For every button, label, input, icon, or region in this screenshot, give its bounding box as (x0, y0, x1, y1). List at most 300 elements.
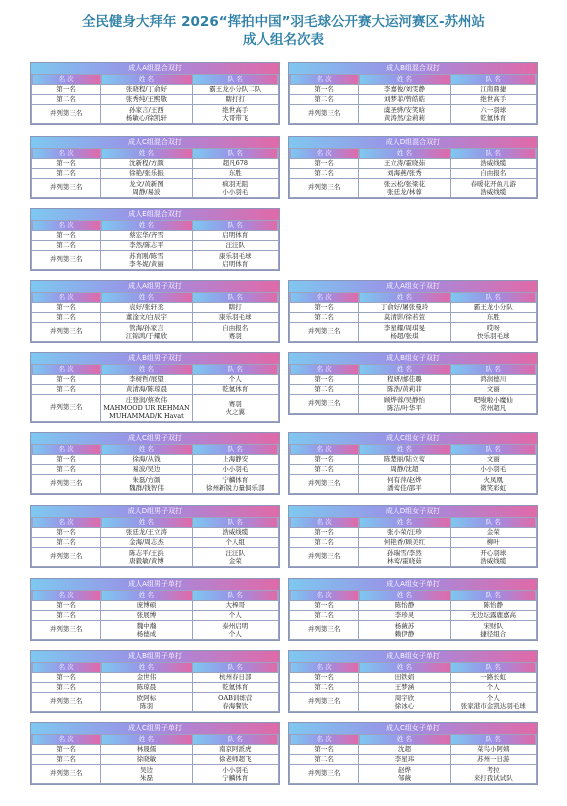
results-table (30, 650, 280, 713)
header-rank: 名 次 (290, 365, 359, 375)
player-name: MUHAMMAD/K Havat (109, 412, 184, 420)
rank-cell: 第一名 (290, 673, 359, 683)
team-names-cell (450, 323, 536, 342)
rank-cell: 第一名 (32, 303, 101, 313)
player-name: 陈浩/黄莉菲 (387, 384, 422, 393)
table-row (290, 385, 537, 395)
player-names-cell (101, 303, 192, 313)
team-name: 开心羽球 (480, 549, 507, 557)
page-subtitle: 成人组名次表 (243, 32, 324, 48)
results-table (30, 432, 280, 495)
table-row (32, 621, 279, 640)
team-names-cell (450, 159, 536, 169)
team-names-cell (192, 395, 278, 422)
table-title: 成人B组男子双打 (31, 353, 279, 364)
table-row (290, 455, 537, 465)
header-name: 姓 名 (101, 445, 192, 455)
player-name: 林莺/霍晓茹 (387, 557, 422, 565)
player-names-cell (101, 621, 192, 640)
results-table (30, 208, 280, 271)
player-name: 李星玮 (394, 754, 415, 763)
team-names-cell (450, 601, 536, 611)
table-header (32, 445, 279, 455)
team-name: 火凤凰 (483, 476, 504, 484)
rank-cell: 第二名 (32, 385, 101, 395)
team-names-cell (450, 179, 536, 198)
header-team: 队 名 (450, 75, 536, 85)
header-name: 姓 名 (101, 149, 192, 159)
player-names-cell (101, 169, 192, 179)
player-names-cell (359, 313, 450, 323)
team-name: 文丽 (486, 454, 500, 463)
player-names-cell (359, 611, 450, 621)
rank-cell: 第一名 (290, 303, 359, 313)
rank-cell: 第一名 (32, 455, 101, 465)
team-names-cell (192, 755, 278, 765)
table-title: 成人C组混合双打 (31, 137, 279, 148)
header-rank: 名 次 (32, 591, 101, 601)
team-names-cell (450, 303, 536, 313)
table-row (290, 375, 537, 385)
table-title: 成人A组女子单打 (289, 579, 537, 590)
player-names-cell (359, 395, 450, 414)
player-name: 徐海/从钱 (132, 454, 161, 463)
player-name: 黄清海/陈琼晨 (125, 384, 168, 393)
team-name: 陈怡静 (483, 600, 504, 609)
rank-cell: 第二名 (290, 95, 359, 105)
player-name: 周宇欣 (394, 694, 415, 702)
table-row (290, 169, 537, 179)
team-names-cell (450, 621, 536, 640)
player-names-cell (359, 765, 450, 784)
player-names-cell (101, 601, 192, 611)
player-name: 庄登润/蔡欢伟 (125, 396, 168, 404)
team-name: 金荣 (228, 557, 242, 565)
player-name: 张展博 (136, 610, 157, 619)
table-row (32, 673, 279, 683)
rank-cell: 并列第三名 (290, 105, 359, 124)
team-name: 乾氦体育 (222, 682, 249, 691)
player-name: 潘莺佳/邵平 (387, 484, 422, 492)
table-title: 成人D组女子双打 (289, 506, 537, 517)
header-rank: 名 次 (32, 365, 101, 375)
team-name: 南京阿派虎 (219, 744, 252, 753)
team-name: 个人 (228, 630, 242, 638)
team-names-cell (450, 538, 536, 548)
results-table (30, 505, 280, 568)
header-team: 队 名 (450, 591, 536, 601)
table-row (32, 465, 279, 475)
table-row (290, 95, 537, 105)
header-name: 姓 名 (101, 591, 192, 601)
player-name: 易波/吴边 (132, 464, 161, 473)
team-names-cell (450, 755, 536, 765)
player-name: 沈新程/方颜 (129, 158, 164, 167)
rank-cell: 第二名 (32, 538, 101, 548)
player-name: 刘梦菲/曾皓皓 (383, 94, 426, 103)
rank-cell: 第二名 (290, 465, 359, 475)
player-name: 张廷龙/王立涛 (125, 527, 168, 536)
table-title: 成人B组男子单打 (31, 651, 279, 662)
rank-cell: 第一名 (290, 528, 359, 538)
table-row (290, 395, 537, 414)
player-names-cell (359, 601, 450, 611)
header-name: 姓 名 (101, 518, 192, 528)
team-name: 汪汪队 (225, 549, 246, 557)
rank-cell: 并列第三名 (32, 548, 101, 567)
header-name: 姓 名 (359, 591, 450, 601)
header-team: 队 名 (192, 518, 278, 528)
team-name: 春海餐饮 (222, 702, 249, 710)
team-names-cell (450, 475, 536, 494)
rank-cell: 并列第三名 (32, 105, 101, 124)
team-name: 宋财队 (483, 622, 504, 630)
header-rank: 名 次 (32, 518, 101, 528)
team-name: 捷径组合 (480, 630, 507, 638)
team-name: 徐州新锐力量俱乐部 (206, 484, 265, 492)
table-header (290, 663, 537, 673)
rank-cell: 并列第三名 (290, 765, 359, 784)
player-name: 陈怡静 (394, 600, 415, 609)
team-name: 小小羽毛 (222, 766, 249, 774)
rank-cell: 并列第三名 (290, 475, 359, 494)
player-names-cell (359, 323, 450, 342)
team-name: 绝世高手 (222, 106, 249, 114)
rank-cell: 第一名 (290, 455, 359, 465)
table-row (290, 548, 537, 567)
team-name: 疯羽无阻 (222, 180, 249, 188)
header-rank: 名 次 (290, 293, 359, 303)
team-name: 赛羽 (228, 400, 242, 408)
table-header (290, 518, 537, 528)
player-name: 唐毅敏/黄博 (129, 557, 164, 565)
player-name: 魏中瀚 (136, 622, 157, 630)
player-name: 何艳香/顾美红 (383, 537, 426, 546)
player-name: 江锦鸿/于耀欣 (125, 332, 168, 340)
team-name: 常州超凡 (480, 404, 507, 412)
player-names-cell (359, 179, 450, 198)
team-names-cell (450, 765, 536, 784)
player-name: 孙家言/王西 (129, 106, 164, 114)
team-name: 泰州启明 (222, 622, 249, 630)
table-row (290, 745, 537, 755)
table-row (290, 105, 537, 124)
player-name: 陈琼晨 (136, 682, 157, 691)
team-name: 徐老师超飞 (219, 754, 252, 763)
player-names-cell (101, 241, 192, 251)
team-names-cell (450, 465, 536, 475)
team-names-cell (192, 683, 278, 693)
header-name: 姓 名 (101, 663, 192, 673)
rank-cell: 第二名 (290, 313, 359, 323)
results-table (288, 280, 538, 343)
team-names-cell (450, 693, 536, 712)
team-names-cell (192, 765, 278, 784)
team-names-cell (192, 465, 278, 475)
player-names-cell (101, 693, 192, 712)
team-name: 个人 (228, 610, 242, 619)
table-row (290, 538, 537, 548)
team-name: 微笑彩虹 (480, 484, 507, 492)
table-row (32, 85, 279, 95)
player-name: 杨超/张琪 (390, 332, 419, 340)
table-row (32, 313, 279, 323)
table-header (290, 293, 537, 303)
table-row (32, 303, 279, 313)
player-name: 杨敏心/徐凯轩 (125, 114, 168, 122)
rank-cell: 第二名 (290, 755, 359, 765)
team-name: 鸿润德川 (480, 374, 507, 383)
header-rank: 名 次 (32, 149, 101, 159)
table-title: 成人C组女子双打 (289, 433, 537, 444)
table-row (32, 765, 279, 784)
page-title: 全民健身大拜年 2026“挥拍中国”羽毛球公开赛大运河赛区-苏州站 (81, 14, 486, 30)
player-names-cell (359, 621, 450, 640)
team-name: 大棒哥 (225, 600, 246, 609)
player-name: 刘海燕/张秀 (387, 168, 422, 177)
player-name: 孙瑞雪/李然 (387, 549, 422, 557)
team-names-cell (192, 621, 278, 640)
header-team: 队 名 (450, 663, 536, 673)
table-header (32, 591, 279, 601)
team-name: 霸王龙小分队二队 (209, 84, 262, 93)
team-name: 江南鼎捷 (480, 84, 507, 93)
team-names-cell (450, 683, 536, 693)
results-table (288, 578, 538, 641)
player-name: 林晟儒 (136, 744, 157, 753)
player-name: 吴边 (139, 766, 153, 774)
player-name: 李嘉俊/刘雯静 (383, 84, 426, 93)
team-names-cell (192, 673, 278, 683)
header-rank: 名 次 (290, 75, 359, 85)
header-rank: 名 次 (32, 445, 101, 455)
header-rank: 名 次 (32, 221, 101, 231)
header-team: 队 名 (192, 365, 278, 375)
team-name: 康乐羽毛球 (219, 312, 252, 321)
table-title: 成人A组混合双打 (31, 63, 279, 74)
team-names-cell (192, 303, 278, 313)
player-name: 莫清影/徐若萱 (383, 312, 426, 321)
player-name: 沈超 (397, 744, 411, 753)
team-names-cell (192, 85, 278, 95)
player-names-cell (101, 673, 192, 683)
player-name: 虞圣骅/安笑晗 (383, 106, 426, 114)
team-name: 快乐羽毛球 (477, 332, 510, 340)
header-name: 姓 名 (359, 445, 450, 455)
table-title: 成人A组女子双打 (289, 281, 537, 292)
table-row (290, 673, 537, 683)
table-header (32, 75, 279, 85)
results-table (30, 62, 280, 125)
table-header (290, 445, 537, 455)
player-names-cell (101, 683, 192, 693)
table-title: 成人B组女子单打 (289, 651, 537, 662)
player-name: 何有萍/赵烨 (387, 476, 422, 484)
player-names-cell (101, 251, 192, 270)
table-header (32, 365, 279, 375)
rank-cell: 第二名 (290, 683, 359, 693)
team-names-cell (450, 673, 536, 683)
team-names-cell (192, 313, 278, 323)
team-name: 一路长虹 (480, 672, 507, 681)
player-names-cell (359, 105, 450, 124)
rank-cell: 并列第三名 (290, 323, 359, 342)
player-name: 金世伟 (136, 672, 157, 681)
team-names-cell (450, 395, 536, 414)
table-title: 成人D组混合双打 (289, 137, 537, 148)
player-names-cell (101, 375, 192, 385)
team-names-cell (192, 611, 278, 621)
player-names-cell (101, 395, 192, 422)
header-name: 姓 名 (359, 663, 450, 673)
team-name: 自由报名 (222, 324, 249, 332)
table-row (32, 95, 279, 105)
player-name: 邹薇 (397, 774, 411, 782)
player-names-cell (359, 673, 450, 683)
player-names-cell (359, 455, 450, 465)
table-row (32, 455, 279, 465)
table-row (290, 323, 537, 342)
player-name: 李星耀/周琪旻 (383, 324, 426, 332)
header-rank: 名 次 (32, 663, 101, 673)
team-names-cell (450, 169, 536, 179)
player-name: 丁俞好/屠张曼玲 (380, 302, 429, 311)
team-name: 赛羽 (228, 332, 242, 340)
team-name: 火之翼 (225, 408, 246, 416)
player-names-cell (359, 538, 450, 548)
team-name: 启明体育 (222, 260, 249, 268)
team-names-cell (450, 85, 536, 95)
table-header (32, 221, 279, 231)
rank-cell: 第一名 (32, 159, 101, 169)
table-row (32, 159, 279, 169)
rank-cell: 第一名 (32, 528, 101, 538)
header-team: 队 名 (192, 149, 278, 159)
table-row (290, 693, 537, 712)
table-row (290, 313, 537, 323)
results-table (288, 722, 538, 785)
team-names-cell (192, 455, 278, 465)
team-names-cell (192, 745, 278, 755)
results-table (30, 578, 280, 641)
player-name: 张晓程/丁俞好 (125, 84, 168, 93)
player-names-cell (359, 95, 450, 105)
player-name: 李珍灵 (394, 610, 415, 619)
team-name: 来打我试试队 (473, 774, 513, 782)
player-name: 董淦文/白辰宇 (125, 312, 168, 321)
table-row (32, 548, 279, 567)
player-name: 李树哲/展望 (129, 374, 164, 383)
header-rank: 名 次 (290, 445, 359, 455)
results-table (30, 136, 280, 199)
team-name: 杭州春日部 (219, 672, 252, 681)
team-names-cell (450, 745, 536, 755)
table-row (32, 385, 279, 395)
team-name: 东胜 (228, 168, 242, 177)
rank-cell: 第二名 (32, 313, 101, 323)
team-name: 柳叶 (486, 537, 500, 546)
player-name: 陈志平/王浜 (129, 549, 164, 557)
team-name: 小小羽毛 (222, 188, 249, 196)
table-title: 成人B组混合双打 (289, 63, 537, 74)
header-rank: 名 次 (290, 663, 359, 673)
player-name: 朱磊 (139, 774, 153, 782)
table-header (290, 735, 537, 745)
rank-cell: 第二名 (32, 611, 101, 621)
player-name: 顾烨蓉/吴静怡 (383, 396, 426, 404)
player-names-cell (359, 693, 450, 712)
table-row (32, 683, 279, 693)
player-names-cell (101, 765, 192, 784)
team-name: 考拉 (486, 766, 500, 774)
table-title: 成人D组男子双打 (31, 506, 279, 517)
team-names-cell (192, 241, 278, 251)
player-names-cell (359, 528, 450, 538)
team-name: 乾氦体育 (480, 114, 507, 122)
player-name: 金海/周志杰 (129, 537, 164, 546)
table-header (290, 365, 537, 375)
team-name: 大哥带飞 (222, 114, 249, 122)
table-row (290, 303, 537, 313)
header-name: 姓 名 (359, 518, 450, 528)
results-table (30, 722, 280, 785)
player-name: 黄涛然/金莉莉 (383, 114, 426, 122)
rank-cell: 第二名 (290, 385, 359, 395)
table-row (290, 85, 537, 95)
rank-cell: 并列第三名 (32, 323, 101, 342)
header-team: 队 名 (450, 445, 536, 455)
header-rank: 名 次 (32, 293, 101, 303)
table-row (32, 375, 279, 385)
table-row (32, 241, 279, 251)
table-row (32, 251, 279, 270)
team-names-cell (450, 105, 536, 124)
player-names-cell (101, 455, 192, 465)
header-team: 队 名 (192, 221, 278, 231)
rank-cell: 第一名 (290, 745, 359, 755)
table-row (290, 601, 537, 611)
rank-cell: 第二名 (32, 95, 101, 105)
header-rank: 名 次 (290, 149, 359, 159)
header-name: 姓 名 (101, 221, 192, 231)
table-header (32, 293, 279, 303)
results-table (288, 62, 538, 125)
player-name: 赖伊静 (394, 630, 415, 638)
team-names-cell (192, 538, 278, 548)
team-names-cell (450, 375, 536, 385)
team-names-cell (192, 169, 278, 179)
rank-cell: 并列第三名 (290, 693, 359, 712)
table-row (32, 105, 279, 124)
rank-cell: 并列第三名 (32, 395, 101, 422)
player-name: 庞博硕 (136, 600, 157, 609)
player-names-cell (101, 611, 192, 621)
table-header (290, 591, 537, 601)
rank-cell: 第二名 (290, 611, 359, 621)
table-row (32, 538, 279, 548)
rank-cell: 第一名 (290, 159, 359, 169)
header-name: 姓 名 (101, 293, 192, 303)
player-name: 张小荣/汪珍 (387, 527, 422, 536)
table-row (32, 745, 279, 755)
team-name: 超凡678 (222, 158, 248, 167)
results-table (30, 280, 280, 343)
team-names-cell (450, 95, 536, 105)
player-names-cell (101, 755, 192, 765)
table-title: 成人C组男子双打 (31, 433, 279, 444)
header-team: 队 名 (450, 149, 536, 159)
table-row (290, 611, 537, 621)
